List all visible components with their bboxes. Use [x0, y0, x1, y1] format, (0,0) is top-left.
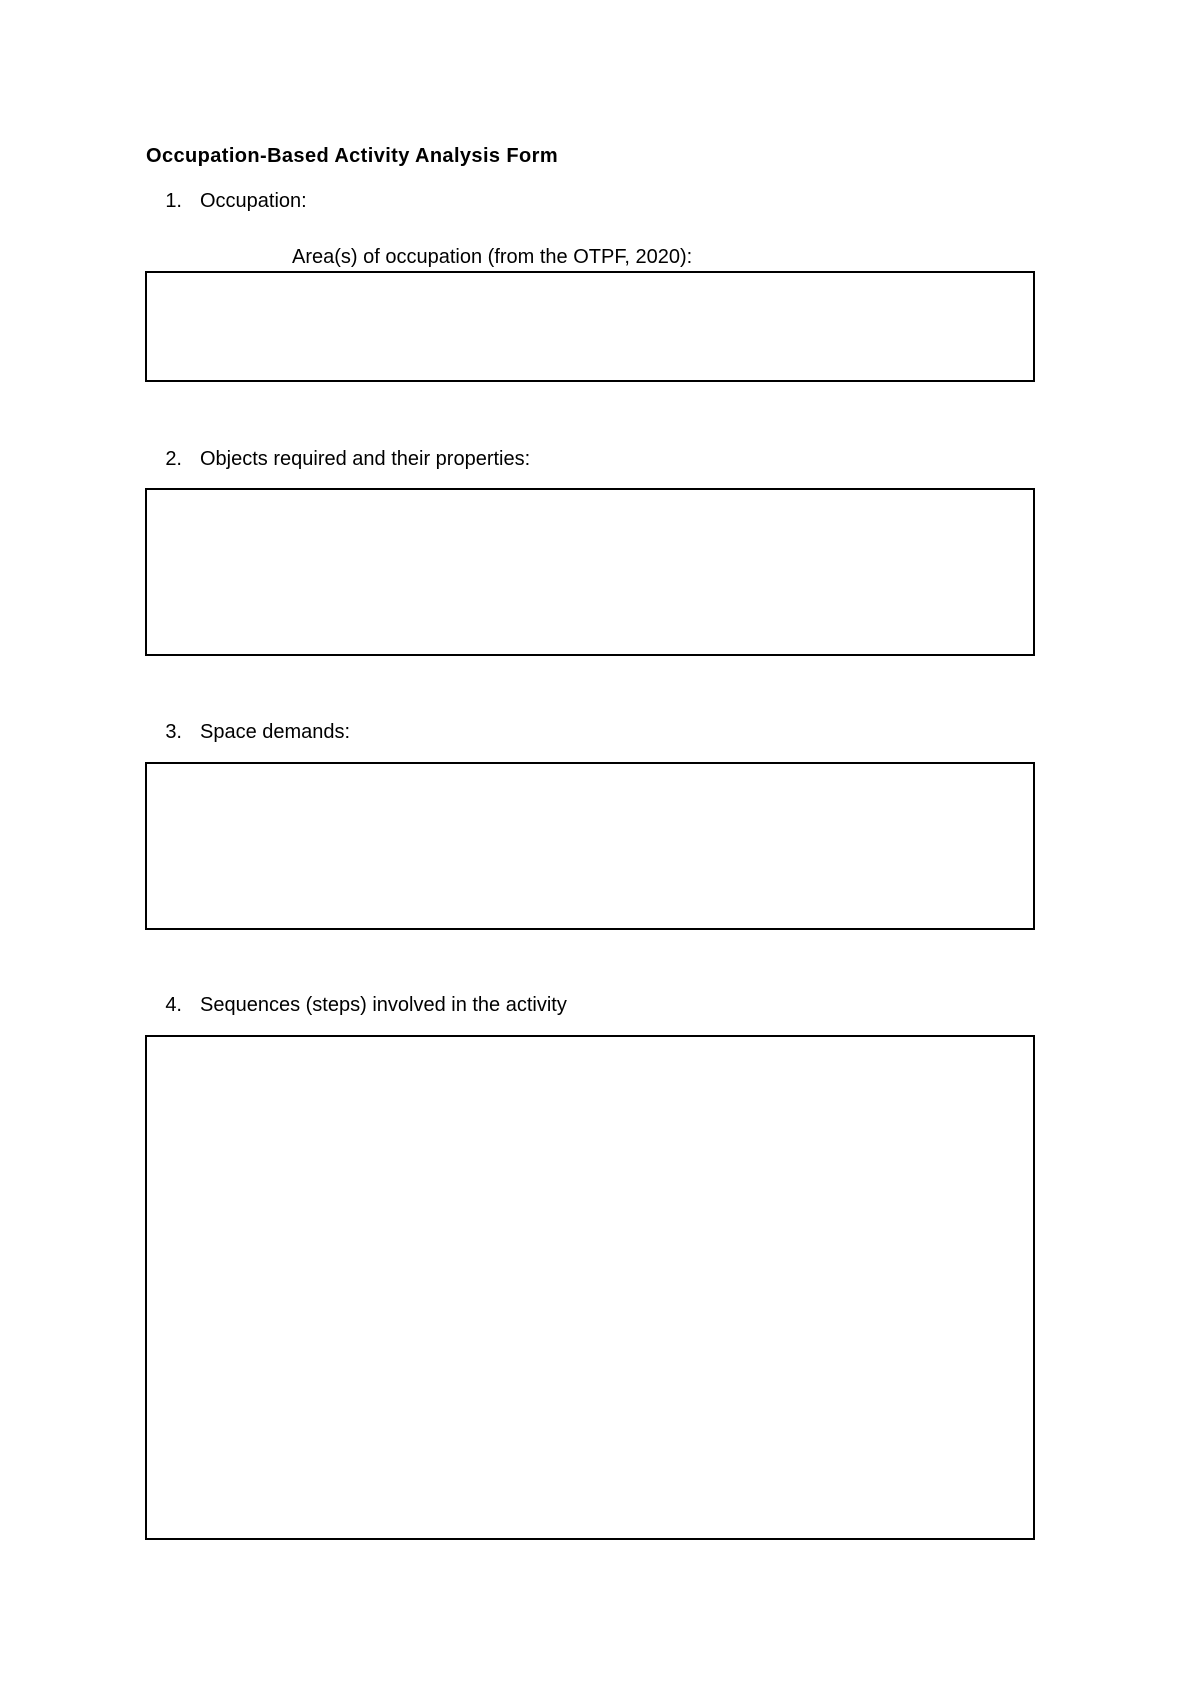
question-label: Objects required and their properties: [200, 448, 531, 470]
question-number: 1. [165, 190, 182, 212]
objects-required-answer-box[interactable] [145, 488, 1035, 656]
question-number: 3. [165, 721, 182, 743]
question-label: Space demands: [200, 721, 351, 743]
area-of-occupation-label: Area(s) of occupation (from the OTPF, 2020): [292, 246, 693, 268]
question-number: 2. [165, 448, 182, 470]
question-label: Sequences (steps) involved in the activity [200, 994, 567, 1016]
sequences-answer-box[interactable] [145, 1035, 1035, 1540]
question-space-demands [146, 721, 350, 744]
question-number: 4. [165, 994, 182, 1016]
space-demands-answer-box[interactable] [145, 762, 1035, 930]
question-objects-required [146, 448, 530, 471]
question-sequences [146, 994, 567, 1017]
area-of-occupation-answer-box[interactable] [145, 271, 1035, 382]
question-occupation [146, 190, 307, 213]
question-label: Occupation: [200, 190, 307, 212]
form-title: Occupation-Based Activity Analysis Form [146, 145, 558, 167]
